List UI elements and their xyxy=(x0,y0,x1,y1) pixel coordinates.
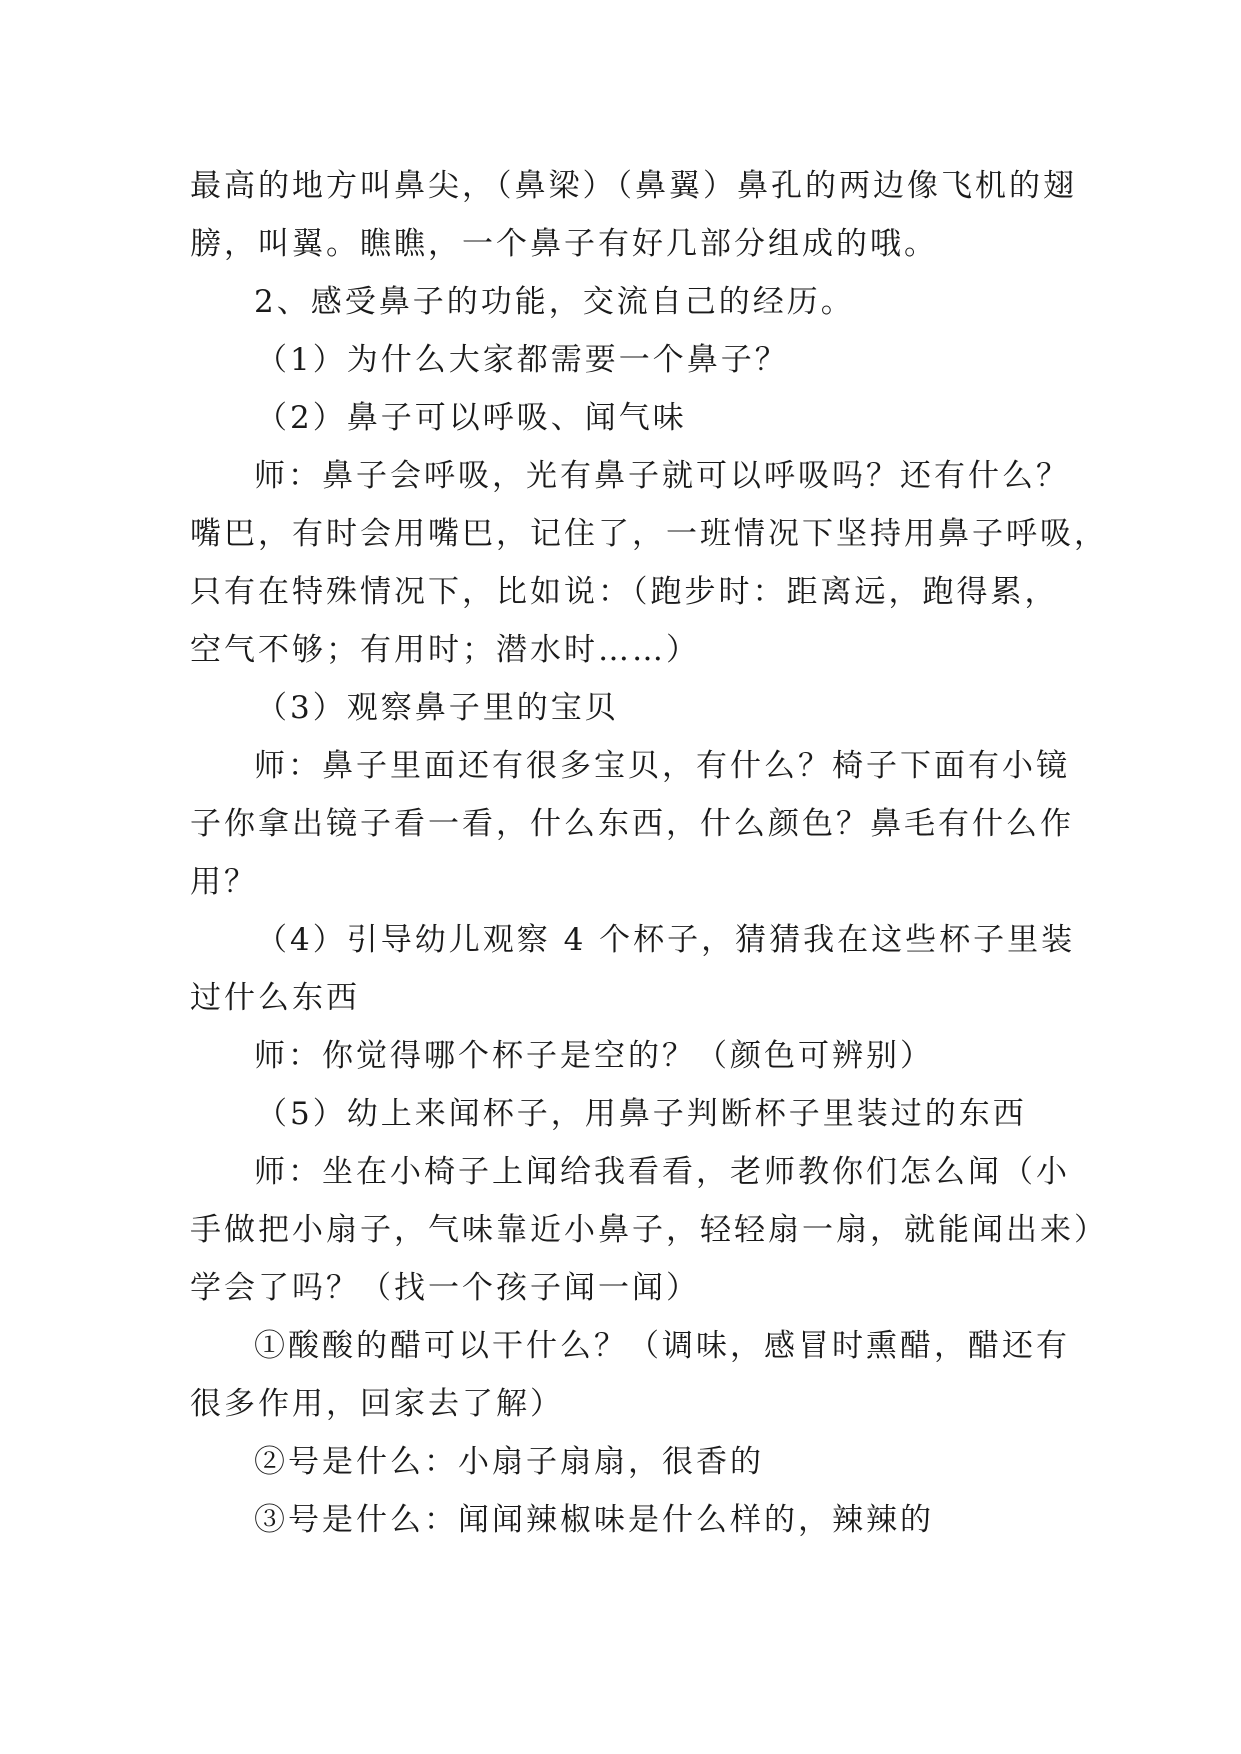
text-line: 嘴巴，有时会用嘴巴，记住了，一班情况下坚持用鼻子呼吸， xyxy=(190,516,1108,552)
text-line: 过什么东西 xyxy=(190,980,360,1016)
text-line: 只有在特殊情况下，比如说：（跑步时：距离远，跑得累， xyxy=(190,574,1059,610)
text-line: 师：你觉得哪个杯子是空的？（颜色可辨别） xyxy=(254,1038,934,1074)
text-line: 很多作用，回家去了解） xyxy=(190,1386,564,1422)
text-line: （1）为什么大家都需要一个鼻子？ xyxy=(256,342,789,378)
text-line: 最高的地方叫鼻尖，（鼻梁）（鼻翼）鼻孔的两边像飞机的翅 xyxy=(190,168,1077,204)
text-line: 师：鼻子里面还有很多宝贝，有什么？椅子下面有小镜 xyxy=(254,748,1070,784)
text-line: 子你拿出镜子看一看，什么东西，什么颜色？鼻毛有什么作 xyxy=(190,806,1074,842)
text-line: 学会了吗？（找一个孩子闻一闻） xyxy=(190,1270,700,1306)
text-line: 师：鼻子会呼吸，光有鼻子就可以呼吸吗？还有什么？ xyxy=(254,458,1070,494)
text-line: （2）鼻子可以呼吸、闻气味 xyxy=(256,400,687,436)
text-line: 空气不够；有用时；潜水时……） xyxy=(190,632,700,668)
text-line: 手做把小扇子，气味靠近小鼻子，轻轻扇一扇，就能闻出来） xyxy=(190,1212,1108,1248)
text-line: ③号是什么：闻闻辣椒味是什么样的，辣辣的 xyxy=(254,1502,934,1538)
text-line: ①酸酸的醋可以干什么？（调味，感冒时熏醋，醋还有 xyxy=(254,1328,1070,1364)
text-line: （4）引导幼儿观察 4 个杯子，猜猜我在这些杯子里装 xyxy=(256,922,1076,958)
text-line: （5）幼上来闻杯子，用鼻子判断杯子里装过的东西 xyxy=(256,1096,1027,1132)
text-line: 2、感受鼻子的功能，交流自己的经历。 xyxy=(254,284,855,320)
text-line: 用？ xyxy=(190,864,258,900)
text-line: 师：坐在小椅子上闻给我看看，老师教你们怎么闻（小 xyxy=(254,1154,1070,1190)
text-line: 膀，叫翼。瞧瞧，一个鼻子有好几部分组成的哦。 xyxy=(190,226,938,262)
text-line: （3）观察鼻子里的宝贝 xyxy=(256,690,619,726)
text-line: ②号是什么：小扇子扇扇，很香的 xyxy=(254,1444,764,1480)
